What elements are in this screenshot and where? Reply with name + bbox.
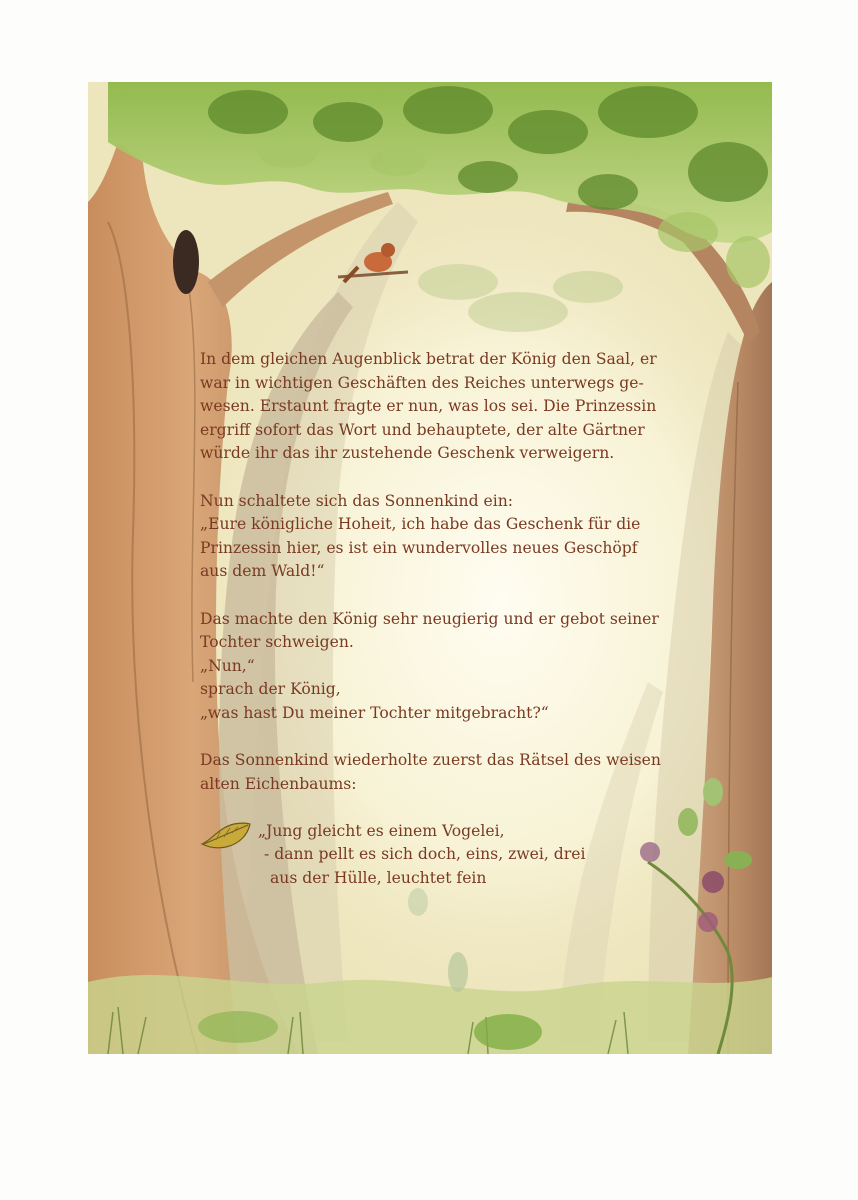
riddle-verse [200, 820, 660, 891]
riddle-line: - dann pellt es sich doch, eins, zwei, drei [264, 845, 586, 864]
paragraph-4 [200, 749, 660, 796]
text-line: Nun schaltete sich das Sonnenkind ein: [200, 491, 514, 510]
text-line: „Nun,“ [200, 656, 255, 675]
text-line: sprach der König, [200, 680, 341, 699]
story-text [200, 348, 660, 891]
text-line: Das machte den König sehr neugierig und er gebot seiner [200, 609, 659, 628]
text-line: würde ihr das ihr zustehende Geschenk verweigern. [200, 444, 615, 463]
riddle-line: „Jung gleicht es einem Vogelei, [258, 821, 505, 840]
text-line: Prinzessin hier, es ist ein wundervolles neues Geschöpf [200, 538, 638, 557]
paragraph-3 [200, 608, 660, 726]
text-line: „was hast Du meiner Tochter mitgebracht?“ [200, 703, 549, 722]
text-line: Tochter schweigen. [200, 633, 354, 652]
text-line: wesen. Erstaunt fragte er nun, was los sei. Die Prinzessin [200, 397, 657, 416]
text-line: alten Eichenbaums: [200, 774, 357, 793]
text-line: aus dem Wald!“ [200, 562, 325, 581]
text-line: ergriff sofort das Wort und behauptete, der alte Gärtner [200, 420, 645, 439]
text-line: war in wichtigen Geschäften des Reiches unterwegs ge- [200, 373, 644, 392]
text-line: „Eure königliche Hoheit, ich habe das Geschenk für die [200, 515, 641, 534]
leaf-icon [200, 820, 252, 850]
paragraph-1 [200, 348, 660, 466]
paragraph-2 [200, 490, 660, 584]
riddle-line: aus der Hülle, leuchtet fein [270, 869, 487, 888]
text-line: In dem gleichen Augenblick betrat der König den Saal, er [200, 350, 657, 368]
text-line: Das Sonnenkind wiederholte zuerst das Rätsel des weisen [200, 751, 661, 770]
